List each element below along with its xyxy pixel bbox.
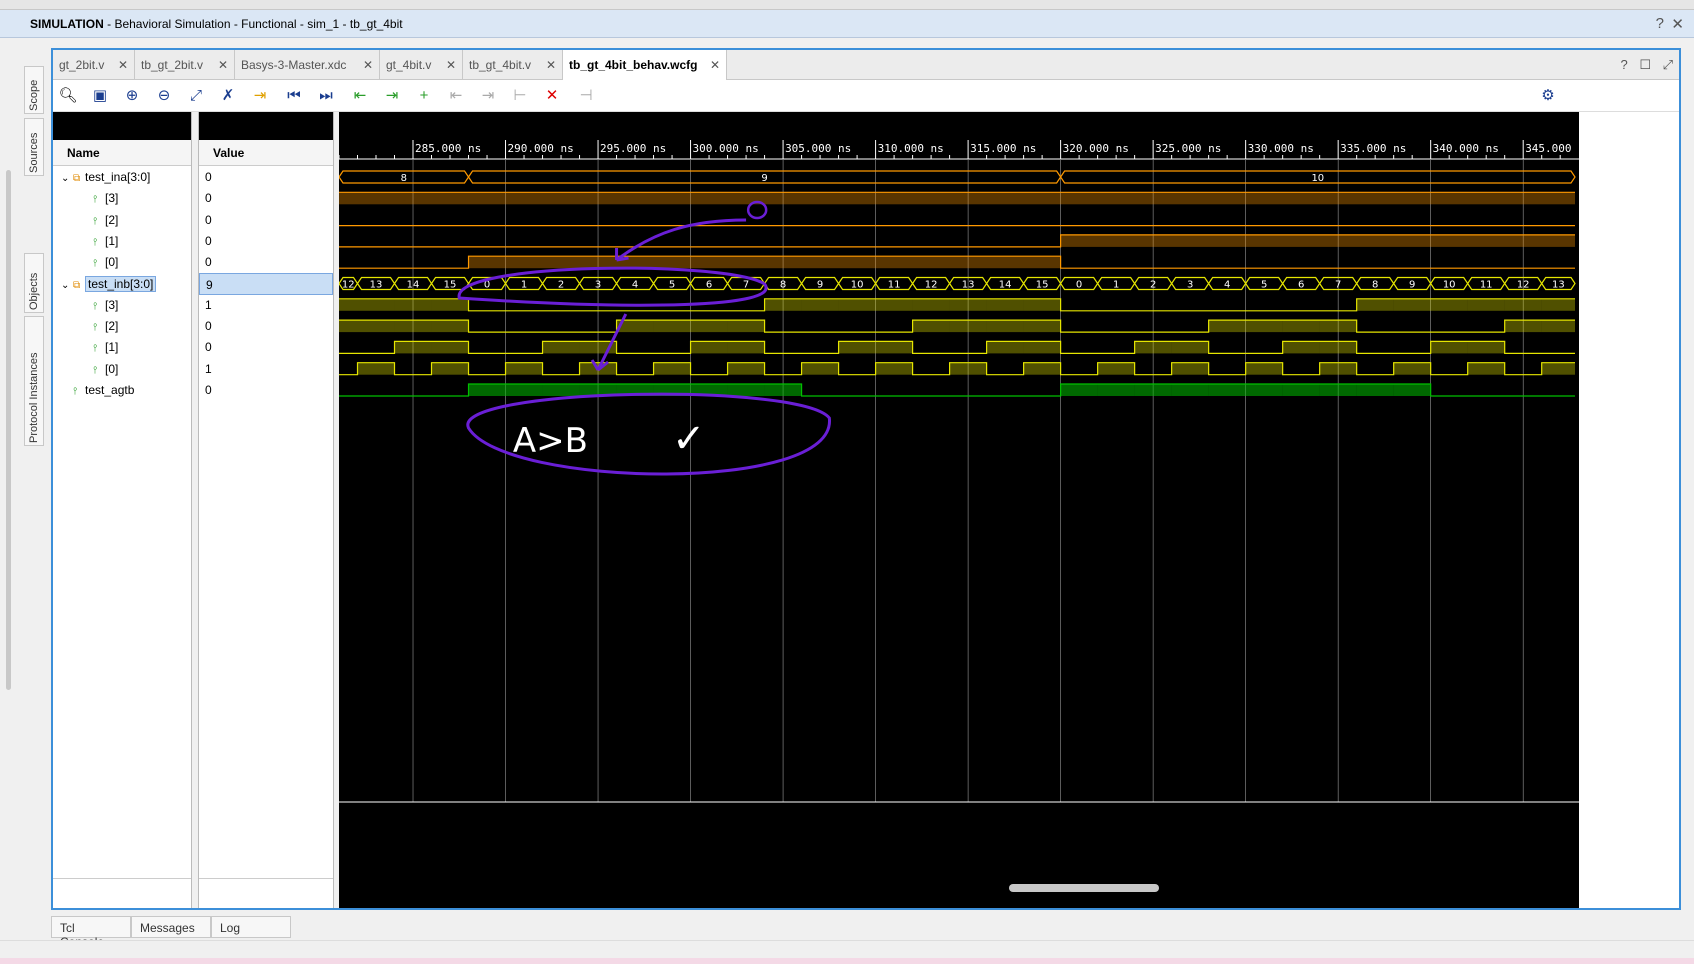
- inb-bus-value: 13: [1551, 279, 1565, 291]
- go-to-end-icon[interactable]: ⏭︎: [319, 87, 333, 104]
- signal-value: 0: [205, 383, 212, 397]
- inb-bus-value: 15: [443, 279, 457, 291]
- ina-bit-high: [469, 256, 1061, 268]
- agtb-high: [506, 384, 543, 396]
- close-tab-icon[interactable]: ✕: [445, 58, 456, 72]
- bottom-tabs: [51, 912, 1681, 938]
- inb-bus-value: 7: [742, 279, 750, 291]
- signal-value: 1: [205, 361, 212, 376]
- window-label: SIMULATION: [30, 17, 104, 31]
- column-splitter[interactable]: [191, 112, 199, 908]
- inb-bus-value: 0: [1075, 279, 1083, 291]
- inb-bit-high: [543, 341, 580, 353]
- ina-bus-value: 9: [761, 173, 768, 184]
- inb-bus-value: 11: [1479, 279, 1493, 291]
- ruler-label: 320.000 ns: [1062, 142, 1129, 155]
- signal-icon: ⫯: [93, 300, 98, 312]
- ruler-label: 345.000: [1525, 142, 1572, 155]
- close-icon[interactable]: ✕: [1671, 16, 1684, 33]
- inb-bit-high: [1542, 299, 1575, 311]
- go-to-start-icon[interactable]: ⏮︎: [287, 87, 301, 104]
- inb-bit-high: [802, 363, 839, 375]
- signal-icon: ⫯: [73, 386, 78, 397]
- expand-icon[interactable]: ⌄: [61, 279, 70, 291]
- waveform-viewer[interactable]: [339, 112, 1579, 908]
- side-tab-protocol-instances[interactable]: Protocol Instances: [24, 316, 44, 446]
- inb-bus-value: 8: [1371, 279, 1379, 291]
- agtb-high: [1061, 384, 1098, 396]
- value-column-header: Value: [199, 140, 333, 166]
- inb-bus-value: 0: [483, 279, 491, 291]
- ina-bus-value: 8: [400, 173, 407, 184]
- ruler-label: 330.000 ns: [1247, 142, 1314, 155]
- signal-icon: ⫯: [93, 322, 98, 334]
- ina-bit-high: [1061, 235, 1575, 247]
- help-icon[interactable]: ?: [1655, 15, 1664, 32]
- agtb-high: [728, 384, 765, 396]
- inb-bus-value: 12: [341, 279, 355, 291]
- signal-value: 0: [205, 170, 212, 184]
- wave-toolbar: [53, 80, 1679, 112]
- signal-name: [1]: [105, 340, 119, 355]
- signal-row[interactable]: [53, 187, 191, 209]
- tab-gt-2bit[interactable]: gt_2bit.v ✕: [53, 50, 135, 80]
- signal-value: 0: [205, 233, 212, 248]
- inb-bit-high: [358, 299, 395, 311]
- agtb-high: [1209, 384, 1246, 396]
- inb-bit-high: [432, 341, 469, 353]
- inb-bit-high: [1394, 299, 1431, 311]
- title-bar: [0, 10, 1694, 38]
- tab-gt-4bit[interactable]: gt_4bit.v ✕: [380, 50, 463, 80]
- tab-basys3-xdc[interactable]: Basys-3-Master.xdc ✕: [235, 50, 380, 80]
- inb-bit-high: [728, 320, 765, 332]
- add-marker-icon[interactable]: +: [419, 87, 429, 104]
- inb-bus-value: 1: [1112, 279, 1120, 291]
- ruler-label: 305.000 ns: [785, 142, 852, 155]
- signal-icon: ⫯: [93, 258, 98, 270]
- search-icon[interactable]: 🔍︎: [58, 87, 78, 104]
- inb-bit-high: [728, 341, 765, 353]
- signal-icon: ⫯: [93, 194, 98, 206]
- inb-bit-high: [1320, 363, 1357, 375]
- inb-bit-high: [395, 341, 432, 353]
- waveform-panel: [51, 48, 1681, 910]
- signal-value: 9: [199, 273, 333, 295]
- inb-bit-high: [1024, 299, 1061, 311]
- tab-wcfg[interactable]: tb_gt_4bit_behav.wcfg ✕: [563, 50, 727, 81]
- inb-bit-high: [654, 363, 691, 375]
- signal-name: test_inb[3:0]: [85, 276, 156, 292]
- ruler-label: 295.000 ns: [600, 142, 667, 155]
- top-strip: [0, 0, 1694, 10]
- inb-bus-value: 13: [961, 279, 975, 291]
- close-tab-icon[interactable]: ✕: [217, 58, 228, 72]
- inb-bit-high: [1283, 320, 1320, 332]
- agtb-high: [1357, 384, 1394, 396]
- inb-bus-value: 12: [1516, 279, 1530, 291]
- inb-bit-high: [1505, 299, 1542, 311]
- previous-marker-icon[interactable]: ⇤: [449, 87, 463, 104]
- zoom-out-icon[interactable]: ⊖: [157, 87, 171, 104]
- ruler-label: 325.000 ns: [1155, 142, 1222, 155]
- inb-bit-high: [358, 320, 395, 332]
- inb-bit-high: [1172, 363, 1209, 375]
- inb-bit-high: [765, 299, 802, 311]
- inb-bit-high: [1468, 341, 1505, 353]
- inb-bit-high: [1505, 320, 1542, 332]
- inb-bit-high: [950, 320, 987, 332]
- bus-icon: ⧉: [73, 173, 81, 184]
- inb-bit-high: [654, 320, 691, 332]
- annotation-ring: [748, 202, 766, 218]
- scroll-thumb[interactable]: [6, 170, 11, 690]
- inb-bus-value: 8: [779, 279, 787, 291]
- annotation-text: A>B: [512, 421, 589, 461]
- inb-bit-high: [1209, 320, 1246, 332]
- signal-value: 0: [205, 191, 212, 206]
- agtb-high: [1394, 384, 1431, 396]
- ruler-label: 315.000 ns: [970, 142, 1037, 155]
- swap-cursors-icon[interactable]: ⊢: [513, 87, 527, 104]
- tab-controls[interactable]: ? ☐ ⤢: [1620, 57, 1673, 72]
- agtb-high: [1172, 384, 1209, 396]
- inb-bit-high: [339, 320, 358, 332]
- signal-icon: ⫯: [93, 364, 98, 376]
- inb-bus-value: 3: [1186, 279, 1194, 291]
- inb-bit-high: [728, 363, 765, 375]
- inb-bit-high: [876, 363, 913, 375]
- waveform-canvas[interactable]: [339, 112, 1579, 908]
- signal-value: 0: [205, 255, 212, 270]
- tab-log[interactable]: Log: [211, 916, 291, 938]
- inb-bus-value: 1: [520, 279, 528, 291]
- tab-tb-gt-4bit[interactable]: tb_gt_4bit.v ✕: [463, 50, 563, 80]
- inb-bus-value: 12: [924, 279, 938, 291]
- signal-name: [0]: [105, 361, 119, 376]
- signal-row[interactable]: [53, 336, 191, 358]
- signal-icon: ⫯: [93, 236, 98, 248]
- inb-bus-value: 6: [705, 279, 713, 291]
- inb-bit-high: [1357, 299, 1394, 311]
- editor-tabs: [53, 50, 1679, 80]
- inb-bus-value: 4: [631, 279, 639, 291]
- inb-bit-high: [691, 320, 728, 332]
- close-tab-icon[interactable]: ✕: [362, 58, 373, 72]
- inb-bit-high: [1468, 363, 1505, 375]
- agtb-high: [1320, 384, 1357, 396]
- signal-row[interactable]: [53, 315, 191, 337]
- inb-bit-high: [395, 320, 432, 332]
- inb-bus-value: 6: [1297, 279, 1305, 291]
- inb-bit-high: [1024, 341, 1061, 353]
- delete-markers-icon[interactable]: ✕: [545, 87, 559, 104]
- ina-bus-value: 10: [1311, 173, 1325, 184]
- inb-bus-value: 13: [369, 279, 383, 291]
- inb-bus-value: 10: [1442, 279, 1456, 291]
- inb-bit-high: [876, 341, 913, 353]
- name-column: [53, 112, 191, 908]
- inb-bus-value: 10: [850, 279, 864, 291]
- inb-bus-value: 4: [1223, 279, 1231, 291]
- signal-row[interactable]: [53, 379, 191, 401]
- bus-icon: ⧉: [73, 279, 81, 291]
- taskbar-strip: [0, 958, 1694, 964]
- ina-bit-high: [339, 192, 1575, 204]
- close-tab-icon[interactable]: ✕: [117, 58, 128, 72]
- inb-bus-value: 9: [1408, 279, 1416, 291]
- tab-tb-gt-2bit[interactable]: tb_gt_2bit.v ✕: [135, 50, 235, 80]
- window-title: - Behavioral Simulation - Functional - sim_1 - tb_gt_4bit: [107, 17, 403, 31]
- inb-bit-high: [1246, 363, 1283, 375]
- signal-name: [1]: [105, 233, 119, 248]
- inb-bus-value: 2: [1149, 279, 1157, 291]
- agtb-high: [1283, 384, 1320, 396]
- annotation-check: ✓: [672, 416, 706, 462]
- agtb-high: [543, 384, 580, 396]
- signal-icon: ⫯: [93, 343, 98, 355]
- signal-value: 1: [205, 297, 212, 312]
- inb-bit-high: [339, 299, 358, 311]
- signal-name: [0]: [105, 255, 119, 270]
- inb-bus-value: 5: [1260, 279, 1268, 291]
- side-tab-sources[interactable]: Sources: [24, 118, 44, 176]
- inb-bit-high: [1468, 299, 1505, 311]
- inb-bit-high: [1135, 341, 1172, 353]
- agtb-high: [765, 384, 802, 396]
- inb-bit-high: [358, 363, 395, 375]
- inb-bit-high: [802, 299, 839, 311]
- inb-bit-high: [913, 299, 950, 311]
- signal-row[interactable]: [53, 209, 191, 231]
- ruler-label: 310.000 ns: [877, 142, 944, 155]
- signal-row[interactable]: [53, 251, 191, 273]
- ruler-label: 285.000 ns: [415, 142, 482, 155]
- inb-bit-high: [1246, 320, 1283, 332]
- inb-bus-value: 9: [816, 279, 824, 291]
- inb-bit-high: [987, 299, 1024, 311]
- signal-value: 0: [205, 319, 212, 334]
- inb-bit-high: [506, 363, 543, 375]
- inb-bit-high: [432, 363, 469, 375]
- inb-bit-high: [1431, 299, 1468, 311]
- annotation-ellipse-inb: [459, 268, 766, 305]
- inb-bus-value: 15: [1035, 279, 1049, 291]
- inb-bus-value: 5: [668, 279, 676, 291]
- inb-bit-high: [1098, 363, 1135, 375]
- agtb-high: [1246, 384, 1283, 396]
- close-tab-icon[interactable]: ✕: [709, 58, 720, 72]
- previous-transition-icon[interactable]: ⇤: [353, 87, 367, 104]
- inb-bit-trace: [339, 341, 1575, 353]
- signal-row[interactable]: [53, 273, 191, 295]
- inb-bit-high: [1431, 341, 1468, 353]
- inb-bit-high: [950, 299, 987, 311]
- signal-name: test_ina[3:0]: [85, 170, 151, 184]
- inb-bit-high: [987, 320, 1024, 332]
- signal-name: test_agtb: [85, 383, 135, 397]
- inb-bit-high: [987, 341, 1024, 353]
- ruler-label: 335.000 ns: [1340, 142, 1407, 155]
- inb-bit-high: [1320, 320, 1357, 332]
- signal-row[interactable]: [53, 294, 191, 316]
- name-column-header: Name: [53, 140, 191, 166]
- inb-bit-high: [950, 363, 987, 375]
- inb-bus-value: 2: [557, 279, 565, 291]
- signal-value: 0: [205, 340, 212, 355]
- marker-icon[interactable]: ⇥: [253, 87, 267, 104]
- inb-bit-high: [432, 299, 469, 311]
- inb-bus-value: 11: [887, 279, 901, 291]
- inb-bit-high: [1542, 320, 1575, 332]
- next-marker-icon[interactable]: ⇥: [481, 87, 495, 104]
- close-tab-icon[interactable]: ✕: [545, 58, 556, 72]
- save-icon[interactable]: ▣: [92, 87, 108, 104]
- h-scroll-thumb: [1009, 884, 1159, 892]
- next-transition-icon[interactable]: ⇥: [385, 87, 399, 104]
- signal-row[interactable]: [53, 358, 191, 380]
- inb-bit-high: [1024, 363, 1061, 375]
- ruler-label: 290.000 ns: [507, 142, 574, 155]
- left-scrollbar[interactable]: [3, 40, 13, 940]
- inb-bus-value: 14: [406, 279, 420, 291]
- inb-bit-high: [876, 299, 913, 311]
- side-tab-scope[interactable]: Scope: [24, 66, 44, 114]
- signal-name: [3]: [105, 191, 119, 206]
- inb-bit-high: [1542, 363, 1575, 375]
- inb-bit-high: [1394, 363, 1431, 375]
- inb-bit-high: [432, 320, 469, 332]
- inb-bus-value: 14: [998, 279, 1012, 291]
- inb-bit-high: [1320, 341, 1357, 353]
- tab-messages[interactable]: Messages: [131, 916, 211, 938]
- side-tab-objects[interactable]: Objects: [24, 253, 44, 313]
- inb-bus-value: 3: [594, 279, 602, 291]
- value-column: [199, 112, 333, 908]
- inb-bit-high: [839, 341, 876, 353]
- expand-icon[interactable]: ⌄: [61, 173, 70, 184]
- signal-name: [2]: [105, 212, 119, 227]
- zoom-fit-icon[interactable]: ⤢: [189, 87, 202, 104]
- agtb-high: [469, 384, 506, 396]
- inb-bit-high: [1172, 341, 1209, 353]
- signal-name: [2]: [105, 319, 119, 334]
- agtb-high: [1135, 384, 1172, 396]
- inb-bit-high: [839, 299, 876, 311]
- inb-bit-high: [691, 341, 728, 353]
- zoom-in-icon[interactable]: ⊕: [125, 87, 139, 104]
- inb-bit-high: [1283, 341, 1320, 353]
- inb-bus-value: 7: [1334, 279, 1342, 291]
- agtb-high: [1098, 384, 1135, 396]
- signal-icon: ⫯: [93, 215, 98, 227]
- signal-row[interactable]: [53, 166, 191, 188]
- signal-name: [3]: [105, 297, 119, 312]
- cursor-center-icon[interactable]: ✗: [221, 87, 235, 104]
- signal-row[interactable]: [53, 230, 191, 252]
- inb-bit-high: [1024, 320, 1061, 332]
- snap-icon[interactable]: ⊣: [579, 87, 593, 104]
- inb-bit-high: [913, 320, 950, 332]
- ruler-label: 340.000 ns: [1432, 142, 1499, 155]
- signal-value: 0: [205, 212, 212, 227]
- ruler-label: 300.000 ns: [692, 142, 759, 155]
- tab-tcl-console[interactable]: Tcl: [51, 916, 131, 938]
- settings-gear-icon[interactable]: ⚙: [1541, 87, 1555, 104]
- inb-bit-high: [395, 299, 432, 311]
